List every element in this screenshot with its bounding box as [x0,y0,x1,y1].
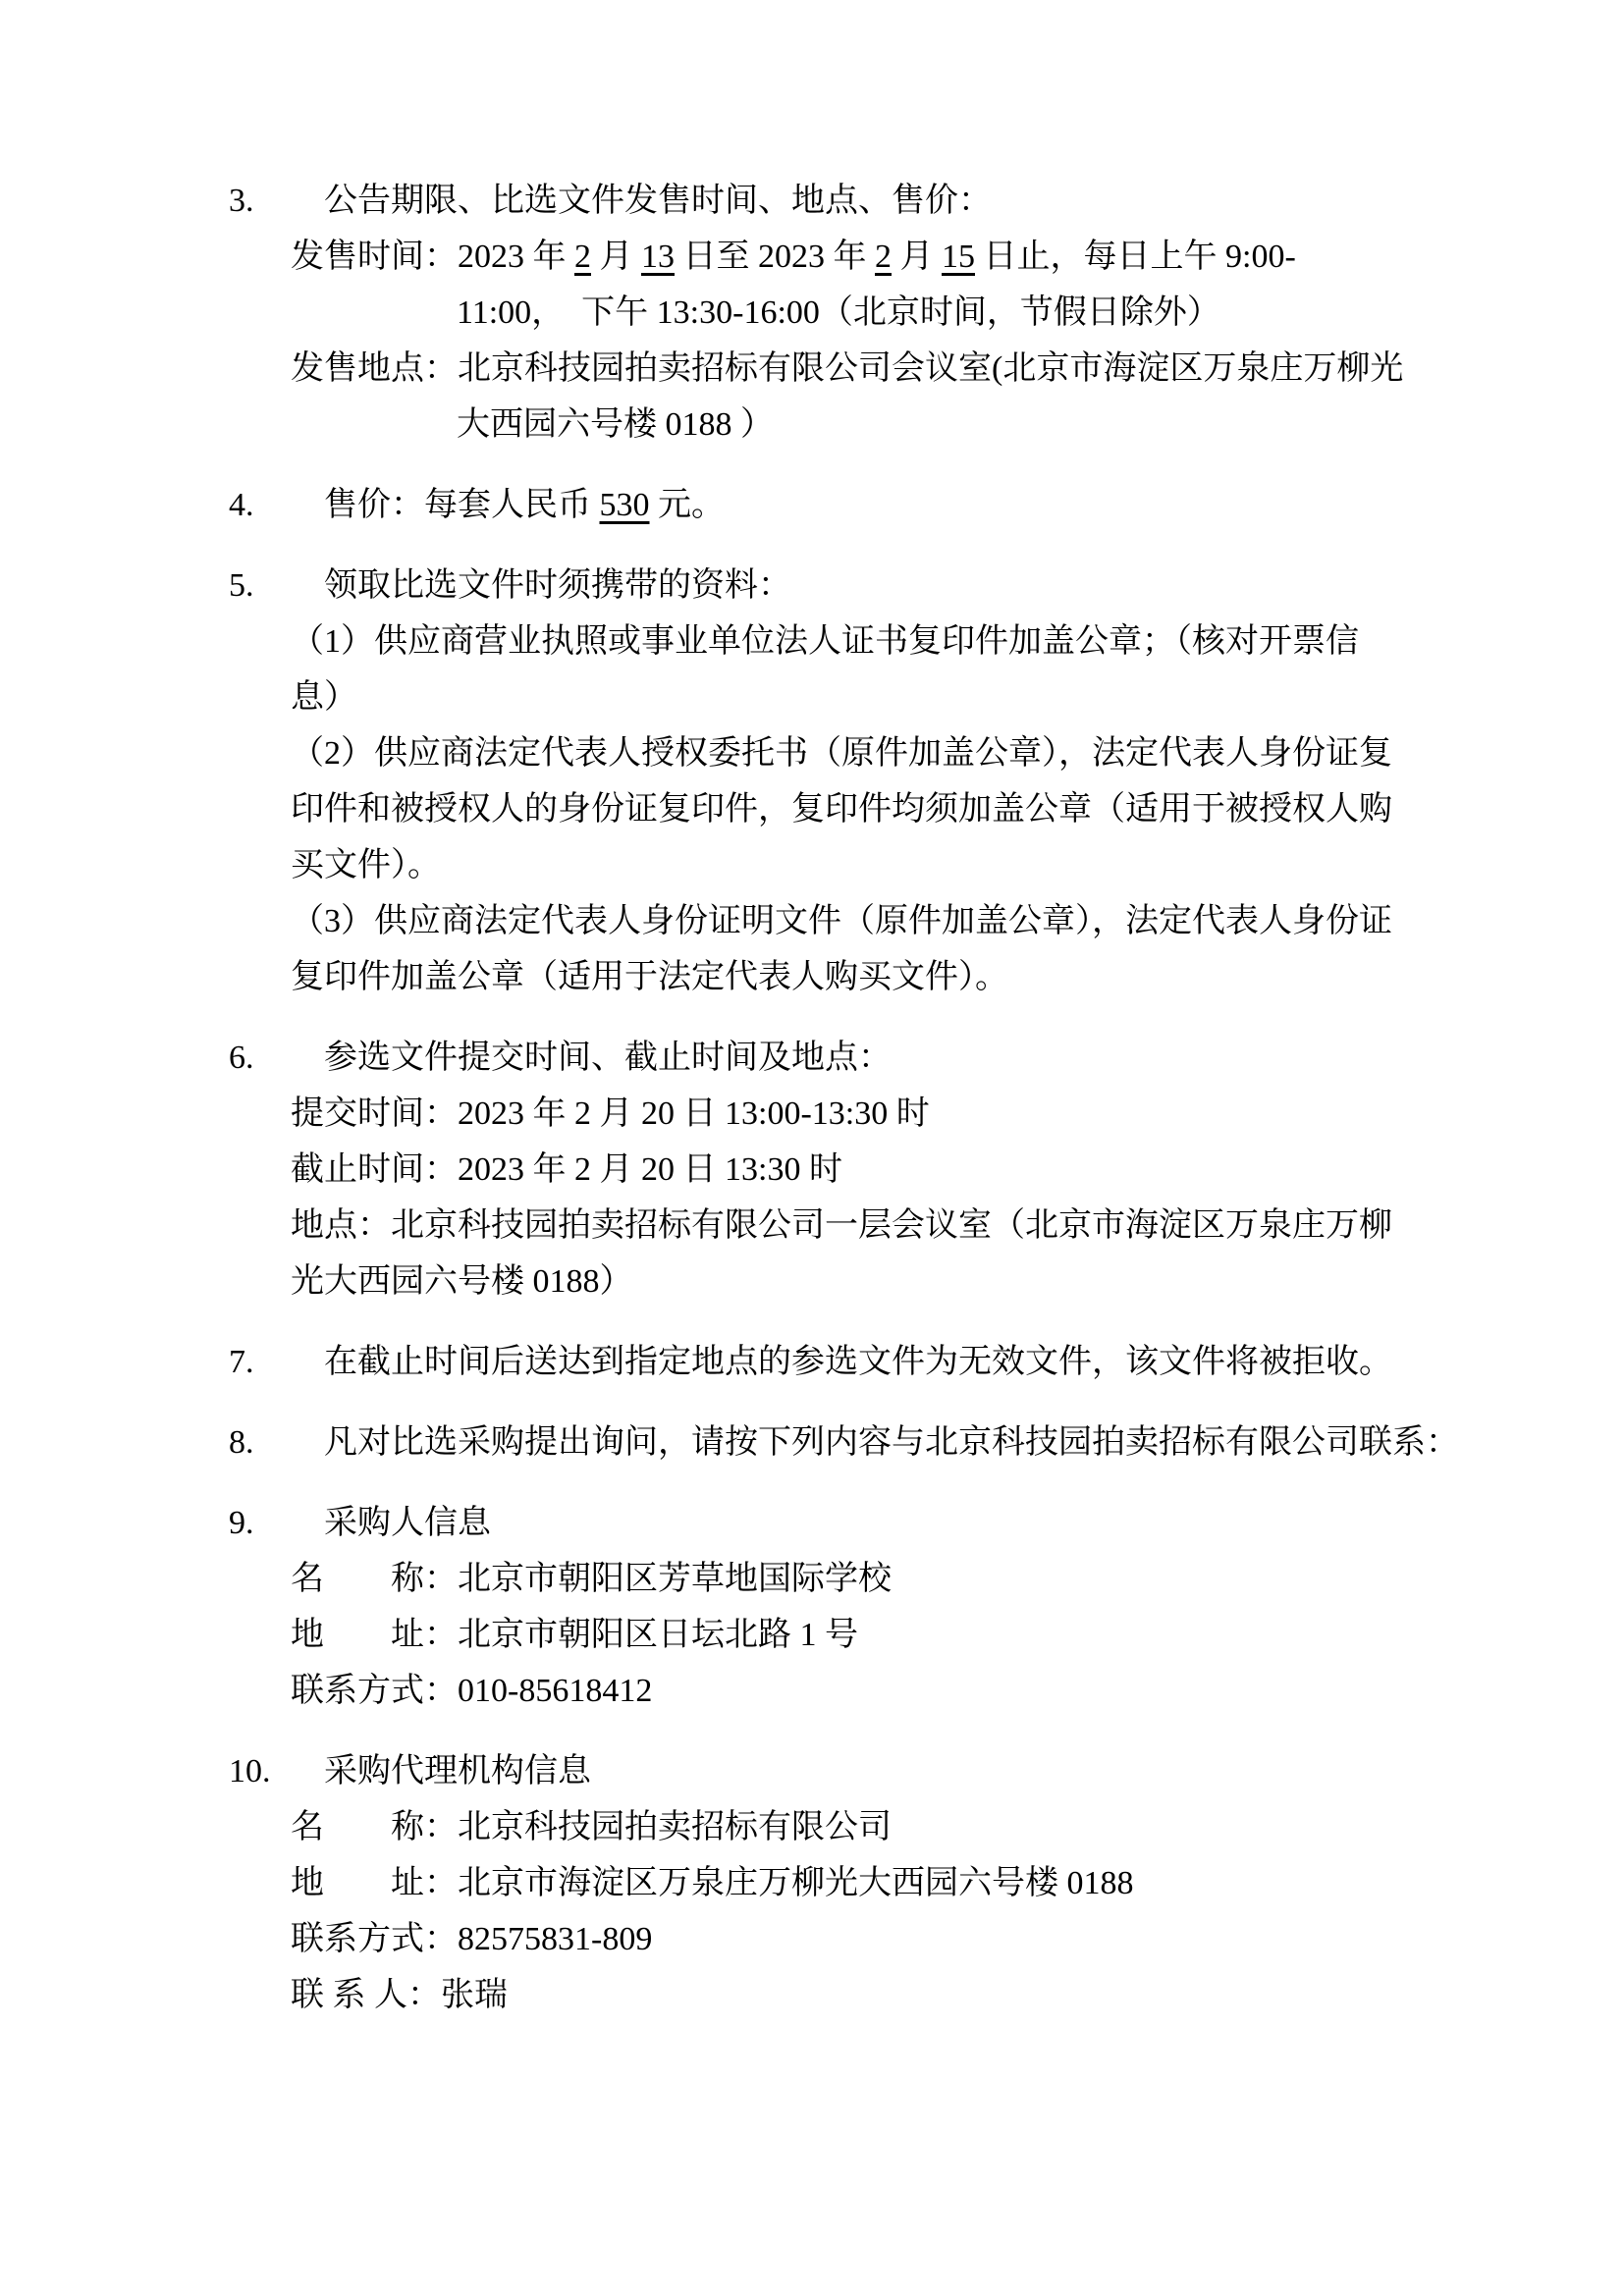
text-line [229,669,1585,725]
text-line [229,1967,1585,2023]
text-run: 名 称：北京科技园拍卖招标有限公司 [291,1809,892,1845]
text-line [229,614,1585,669]
text-run: 地 址：北京市海淀区万泉庄万柳光大西园六号楼 0188 [291,1865,1134,1901]
text-run: 月 [892,239,942,275]
text-line [229,837,1585,893]
text-run: 大西园六号楼 0188 ） [457,406,774,443]
text-run: 印件和被授权人的身份证复印件，复印件均须加盖公章（适用于被授权人购 [291,791,1392,828]
text-run: 在截止时间后送达到指定地点的参选文件为无效文件，该文件将被拒收。 [324,1344,1392,1380]
text-run: 参选文件提交时间、截止时间及地点： [324,1040,892,1076]
list-number: 10. [229,1753,271,1789]
text-line [229,1198,1585,1254]
list-item-line [229,1334,1585,1390]
text-line [229,781,1585,837]
underlined-text-run: 13 [641,239,675,275]
list-number: 3. [229,183,254,219]
list-number: 7. [229,1344,254,1380]
list-item-line [229,1495,1585,1551]
text-line [229,285,1585,341]
text-run: 11:00， 下午 13:30-16:00（北京时间，节假日除外） [457,294,1220,331]
text-line [229,229,1585,285]
list-number: 5. [229,567,254,604]
text-run: 地 址：北京市朝阳区日坛北路 1 号 [291,1617,858,1653]
text-run: （1）供应商营业执照或事业单位法人证书复印件加盖公章；（核对开票信 [291,623,1359,660]
text-line [229,893,1585,949]
list-number: 4. [229,487,254,523]
text-run: 采购人信息 [324,1505,491,1541]
text-line [229,1663,1585,1719]
text-line [229,1911,1585,1967]
text-run: （3）供应商法定代表人身份证明文件（原件加盖公章），法定代表人身份证 [291,903,1392,939]
text-run: 日止，每日上午 9:00- [975,239,1296,275]
text-run: 元。 [649,487,725,523]
list-item-line [229,1743,1585,1799]
text-run: 凡对比选采购提出询问，请按下列内容与北京科技园拍卖招标有限公司联系： [324,1424,1459,1461]
text-run: 采购代理机构信息 [324,1753,591,1789]
text-line [229,1551,1585,1607]
text-run: 买文件）。 [291,847,441,883]
text-run: 售价：每套人民币 [324,487,600,523]
text-line [229,949,1585,1005]
list-number: 9. [229,1505,254,1541]
text-run: 月 [591,239,641,275]
underlined-text-run: 2 [574,239,591,275]
text-run: 联 系 人：张瑞 [291,1977,508,2013]
text-line [229,1086,1585,1142]
text-line [229,397,1585,453]
list-item-line [229,477,1585,533]
list-item-line [229,1030,1585,1086]
list-number: 6. [229,1040,254,1076]
underlined-text-run: 530 [599,487,650,523]
underlined-text-run: 15 [942,239,975,275]
list-item-line [229,558,1585,614]
text-run: 联系方式：82575831-809 [291,1921,653,1957]
text-run: 发售时间：2023 年 [291,239,574,275]
text-run: 领取比选文件时须携带的资料： [324,567,791,604]
underlined-text-run: 2 [875,239,892,275]
text-run: 息） [291,679,357,716]
text-line [229,725,1585,781]
text-line [229,1142,1585,1198]
list-item-line [229,1415,1585,1470]
text-run: 地点：北京科技园拍卖招标有限公司一层会议室（北京市海淀区万泉庄万柳 [291,1207,1392,1244]
text-line [229,341,1585,397]
text-line [229,1799,1585,1855]
text-run: 光大西园六号楼 0188） [291,1263,633,1300]
list-number: 8. [229,1424,254,1461]
text-line [229,1607,1585,1663]
text-run: 发售地点：北京科技园拍卖招标有限公司会议室(北京市海淀区万泉庄万柳光 [291,350,1404,387]
text-run: （2）供应商法定代表人授权委托书（原件加盖公章），法定代表人身份证复 [291,735,1392,772]
text-run: 联系方式：010-85618412 [291,1673,653,1709]
text-run: 日至 2023 年 [675,239,875,275]
list-item-line [229,173,1585,229]
text-run: 公告期限、比选文件发售时间、地点、售价： [324,183,992,219]
text-line [229,1855,1585,1911]
text-run: 截止时间：2023 年 2 月 20 日 13:30 时 [291,1151,842,1188]
text-run: 提交时间：2023 年 2 月 20 日 13:00-13:30 时 [291,1095,930,1132]
text-run: 复印件加盖公章（适用于法定代表人购买文件）。 [291,959,1008,995]
text-line [229,1254,1585,1309]
text-run: 名 称：北京市朝阳区芳草地国际学校 [291,1561,892,1597]
